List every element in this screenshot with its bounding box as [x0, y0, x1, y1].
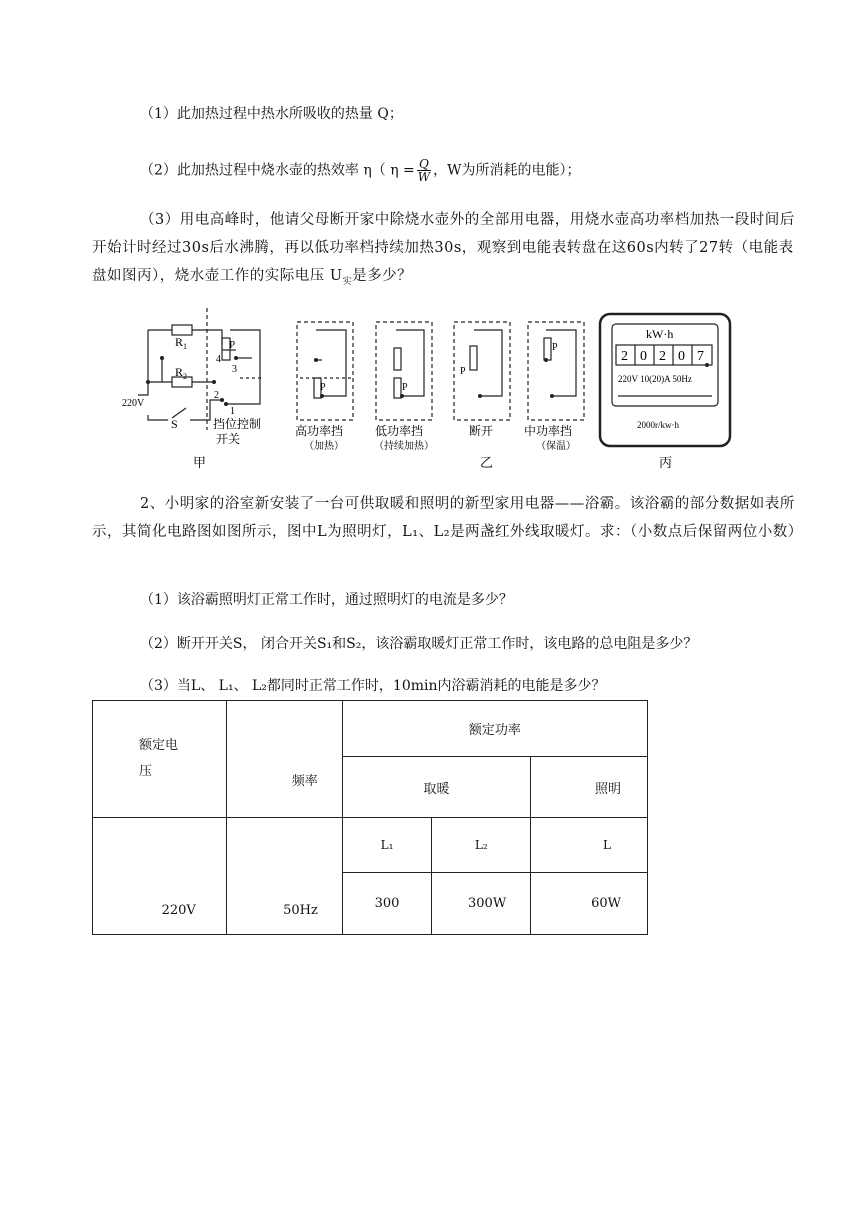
efficiency-fraction [417, 158, 431, 183]
r2-label: $R_2$ [175, 365, 188, 381]
mode-low-note: （持续加热） [374, 441, 434, 452]
mode-high-name: 高功率挡 [295, 424, 344, 438]
caption-jia: 甲 [193, 456, 207, 471]
selector-label-1: 挡位控制 [213, 417, 262, 431]
terminal-4: 4 [216, 354, 221, 365]
q2-item-2: （2）断开开关S， 闭合开关S₁和S₂，该浴霸取暖灯正常工作时，该电路的总电阻是多少？ [140, 636, 698, 652]
mode-high-note: （加热） [304, 441, 344, 452]
q1-item-1: （1）此加热过程中热水所吸收的热量 Q； [140, 106, 403, 122]
mode-mid-name: 中功率挡 [524, 424, 573, 438]
terminal-3: 3 [232, 364, 237, 375]
spec-table [92, 700, 648, 935]
mode-mid-note: （保温） [536, 441, 576, 452]
selector-label-2: 开关 [216, 432, 241, 446]
q1-item-3-end: 是多少？ [352, 268, 413, 284]
mode-low-p: P [402, 382, 408, 393]
header-lighting: 照明 [531, 757, 648, 818]
header-voltage-2: 压 [139, 764, 153, 779]
meter-spec: 220V 10(20)A 50Hz [618, 374, 692, 384]
cell-frequency: 50Hz [226, 818, 342, 935]
q2-item-1: （1）该浴霸照明灯正常工作时，通过照明灯的电流是多少？ [140, 592, 513, 608]
header-voltage-1: 额定电 [139, 738, 179, 753]
fraction-numerator: Q [417, 158, 431, 171]
meter-digit-2: 0 [640, 349, 647, 364]
mode-mid-p: P [552, 342, 558, 353]
meter-rev: 2000r/kw·h [637, 420, 679, 430]
fraction-denominator: W [417, 170, 431, 184]
header-rated-power: 额定功率 [342, 701, 647, 757]
mode-off-p: P [460, 366, 466, 377]
meter-digit-1: 2 [621, 349, 628, 364]
q1-item-2 [140, 158, 581, 183]
header-heating: 取暖 [342, 757, 530, 818]
meter-digit-4: 0 [678, 349, 685, 364]
caption-bing: 丙 [659, 456, 673, 471]
meter-digit-5: 7 [697, 349, 704, 364]
mode-high-p: P [320, 382, 326, 393]
caption-yi: 乙 [480, 456, 494, 471]
q1-item-3-sub: 实 [342, 276, 353, 287]
cell-l-power: 60W [531, 873, 648, 935]
meter-digit-3: 2 [659, 349, 666, 364]
terminal-2: 2 [214, 390, 219, 401]
r1-label: $R_1$ [175, 335, 188, 351]
terminal-1: 1 [230, 406, 235, 417]
cell-voltage: 220V [93, 818, 227, 935]
header-voltage [93, 701, 227, 818]
voltage-label: 220V [122, 398, 145, 409]
circuit-figure [0, 300, 860, 490]
cell-l2-power: 300W [432, 873, 531, 935]
q1-item-2-tail: ，W为所消耗的电能）； [433, 162, 581, 179]
cell-l1-power: 300 [342, 873, 431, 935]
q1-item-3 [92, 206, 804, 296]
mode-off-name: 断开 [469, 424, 494, 438]
q1-item-3-text: （3）用电高峰时，他请父母断开家中除烧水壶外的全部用电器，用烧水壶高功率档加热一段时间后开始计时经过30s后水沸腾，再以低功率档持续加热30s，观察到电能表转盘在这60s内转了27转（电能表盘如图丙），烧水壶工作的实际电压 U [92, 212, 795, 284]
header-frequency: 频率 [226, 701, 342, 818]
col-l: L [531, 818, 648, 873]
mode-low-name: 低功率挡 [375, 424, 424, 438]
col-l2: L₂ [432, 818, 531, 873]
meter-unit: kW·h [646, 327, 674, 341]
q2-item-3: （3）当L、 L₁、 L₂都同时正常工作时，10min内浴霸消耗的电能是多少？ [140, 678, 606, 694]
q2-intro: 2、小明家的浴室新安装了一台可供取暖和照明的新型家用电器——浴霸。该浴霸的部分数据如表所示，其简化电路图如图所示，图中L为照明灯，L₁、L₂是两盏红外线取暖灯。求：（小数点后保留两位小数） [92, 496, 803, 540]
switch-label: S [171, 417, 178, 431]
p-label: P [229, 339, 236, 351]
q1-item-2-text: （2）此加热过程中烧水壶的热效率 η（ η = [140, 162, 415, 179]
col-l1: L₁ [342, 818, 431, 873]
